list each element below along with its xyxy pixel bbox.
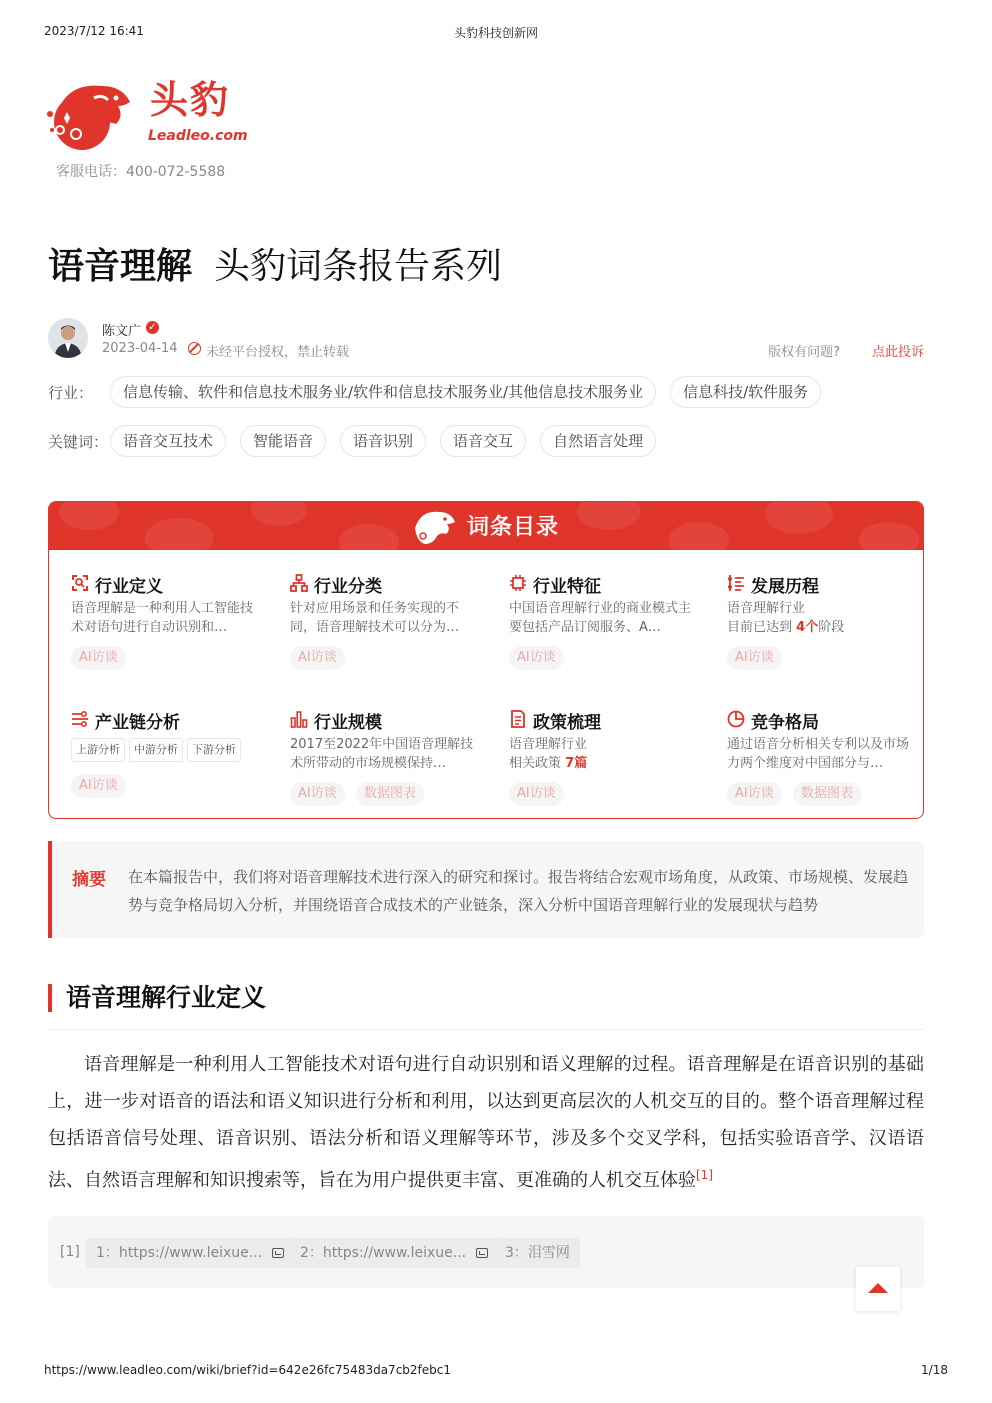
- author-name[interactable]: 陈文广: [102, 324, 142, 339]
- page-number: 1/18: [921, 1363, 948, 1377]
- timeline-icon: [727, 574, 745, 592]
- industry-tag[interactable]: 信息科技/软件服务: [670, 376, 821, 408]
- forbidden-icon: [188, 342, 201, 355]
- reference-index: [1]: [60, 1244, 80, 1260]
- copyright-question: 版权有问题?: [768, 345, 840, 360]
- toc-item-chain[interactable]: [71, 708, 271, 808]
- toc-item-desc: 通过语音分析相关专利以及市场力两个维度对中国部分与…: [727, 737, 910, 771]
- data-chart-button[interactable]: 数据图表: [793, 782, 861, 806]
- toc-item-title: 竞争格局: [751, 713, 819, 733]
- toc-panel: [48, 501, 924, 819]
- ai-interview-button[interactable]: AI访谈: [71, 646, 126, 670]
- toc-item-competition[interactable]: [727, 708, 924, 808]
- section-paragraph: [48, 1046, 924, 1199]
- industry-label: 行业：: [48, 383, 94, 402]
- paragraph-text: 语音理解是一种利用人工智能技术对语句进行自动识别和语义理解的过程。语音理解是在语音识别的基础上，进一步对语音的语法和语义知识进行分析和利用，以达到更高层次的人机交互的目的。整个语音理解过程包括语音信号处理、语音识别、语法分析和语义理解等环节，涉及多个交叉学科，包括实验语音学、汉语语法、自然语言理解和知识搜索等，旨在为用户提供更丰富、更准确的人机交互体验: [48, 1054, 924, 1191]
- ai-interview-button[interactable]: AI访谈: [509, 646, 564, 670]
- toc-header: [49, 502, 923, 550]
- page-title: [48, 242, 502, 292]
- keyword-label: 关键词：: [48, 432, 109, 451]
- toc-item-title: 行业规模: [314, 713, 382, 733]
- abstract-text: 在本篇报告中，我们将对语音理解技术进行深入的研究和探讨。报告将结合宏观市场角度，从政策、市场规模、发展趋势与竞争格局切入分析，并围绕语音合成技术的产业链条，深入分析中国语音理解行业的发展现状与趋势: [128, 868, 909, 914]
- page-url: https://www.leadleo.com/wiki/brief?id=642e26fc75483da7cb2febc1: [44, 1363, 451, 1377]
- keyword-tag[interactable]: 语音交互: [440, 425, 526, 457]
- policy-desc-line2: [509, 754, 695, 773]
- reference-text: 1：https://www.leixue...: [96, 1245, 263, 1261]
- section-title: 语音理解行业定义: [66, 983, 267, 1012]
- toc-item-desc: 语音理解是一种利用人工智能技术对语句进行自动识别和…: [71, 601, 254, 635]
- chain-icon: [71, 710, 89, 728]
- toc-item-title: 产业链分析: [95, 713, 180, 733]
- history-stage-count: 4个: [796, 620, 819, 635]
- toc-item-title: 行业分类: [314, 577, 382, 597]
- industry-tag[interactable]: 信息传输、软件和信息技术服务业/软件和信息技术服务业/其他信息技术服务业: [110, 376, 656, 408]
- reference-item[interactable]: [290, 1238, 498, 1268]
- midstream-analysis-chip[interactable]: 中游分析: [129, 738, 183, 762]
- keyword-row: [48, 425, 670, 457]
- leopard-logo-icon: [46, 72, 136, 152]
- history-desc-post: 阶段: [818, 620, 845, 635]
- author-photo-icon: [48, 318, 88, 358]
- verified-badge-icon: ✓: [146, 321, 159, 334]
- toc-item-title: 行业定义: [95, 577, 163, 597]
- external-link-icon[interactable]: [476, 1248, 488, 1258]
- downstream-analysis-chip[interactable]: 下游分析: [187, 738, 241, 762]
- avatar[interactable]: [48, 318, 88, 358]
- upstream-analysis-chip[interactable]: 上游分析: [71, 738, 125, 762]
- section-accent-bar: [48, 984, 52, 1012]
- bar-chart-icon: [290, 710, 308, 728]
- reference-text: 3：泪雪网: [505, 1245, 570, 1261]
- history-desc-line1: 语音理解行业: [727, 601, 806, 616]
- back-to-top-button[interactable]: [856, 1267, 900, 1311]
- keyword-tag[interactable]: 自然语言处理: [540, 425, 656, 457]
- toc-item-title: 行业特征: [533, 577, 601, 597]
- section-heading: [48, 982, 924, 1030]
- brand-name: 头豹: [150, 78, 231, 122]
- reference-item[interactable]: [495, 1238, 580, 1268]
- author-info: [48, 318, 924, 362]
- brand-logo[interactable]: [46, 72, 246, 152]
- brand-domain: Leadleo.com: [148, 128, 248, 144]
- toc-leopard-icon: [411, 506, 457, 546]
- ai-interview-button[interactable]: AI访谈: [509, 782, 564, 806]
- publish-date: 2023-04-14: [102, 341, 178, 356]
- industry-row: [48, 376, 835, 408]
- ai-interview-button[interactable]: AI访谈: [290, 646, 345, 670]
- keyword-tag[interactable]: 语音交互技术: [110, 425, 226, 457]
- document-icon: [509, 710, 527, 728]
- toc-item-desc: 针对应用场景和任务实现的不同，语音理解技术可以分为…: [290, 601, 460, 635]
- toc-item-features[interactable]: [509, 572, 709, 672]
- keyword-tag[interactable]: 语音识别: [340, 425, 426, 457]
- toc-item-desc: 2017至2022年中国语音理解技术所带动的市场规模保持…: [290, 737, 474, 771]
- print-header: [44, 24, 948, 40]
- references-box: [48, 1216, 924, 1288]
- print-footer: [44, 1363, 948, 1379]
- definition-icon: [71, 574, 89, 592]
- policy-count: 7篇: [565, 756, 588, 771]
- pie-chart-icon: [727, 710, 745, 728]
- toc-item-definition[interactable]: [71, 572, 271, 672]
- toc-item-desc: 中国语音理解行业的商业模式主要包括产品订阅服务、A…: [509, 601, 692, 635]
- citation-link[interactable]: [1]: [696, 1168, 713, 1182]
- ai-interview-button[interactable]: AI访谈: [71, 774, 126, 798]
- toc-item-desc: [509, 735, 695, 773]
- reference-text: 2：https://www.leixue...: [300, 1245, 467, 1261]
- abstract-box: [48, 841, 924, 938]
- complain-link[interactable]: 点此投诉: [871, 345, 924, 360]
- history-desc-pre: 目前已达到: [727, 620, 793, 635]
- toc-item-title: 发展历程: [751, 577, 819, 597]
- print-site-title: 头豹科技创新网: [453, 26, 538, 40]
- history-desc-line2: [727, 618, 913, 637]
- ai-interview-button[interactable]: AI访谈: [290, 782, 345, 806]
- title-sub: 头豹词条报告系列: [214, 246, 503, 287]
- title-main: 语音理解: [48, 246, 193, 287]
- repost-notice: 未经平台授权，禁止转载: [206, 345, 350, 360]
- toc-item-scale[interactable]: [290, 708, 490, 808]
- reference-item[interactable]: [86, 1238, 294, 1268]
- print-timestamp: 2023/7/12 16:41: [44, 24, 144, 38]
- chip-icon: [509, 574, 527, 592]
- ai-interview-button[interactable]: AI访谈: [727, 782, 782, 806]
- toc-item-title: 政策梳理: [533, 713, 601, 733]
- toc-item-desc: [727, 599, 913, 637]
- toc-title: 词条目录: [467, 515, 560, 540]
- policy-desc-pre: 相关政策: [509, 756, 562, 771]
- external-link-icon[interactable]: [272, 1248, 284, 1258]
- ai-interview-button[interactable]: AI访谈: [727, 646, 782, 670]
- keyword-tag[interactable]: 智能语音: [240, 425, 326, 457]
- toc-item-history[interactable]: [727, 572, 924, 672]
- hierarchy-icon: [290, 574, 308, 592]
- toc-item-policy[interactable]: [509, 708, 709, 808]
- toc-item-classification[interactable]: [290, 572, 490, 672]
- data-chart-button[interactable]: 数据图表: [356, 782, 424, 806]
- customer-hotline: 客服电话：400-072-5588: [56, 164, 226, 180]
- policy-desc-line1: 语音理解行业: [509, 737, 588, 752]
- abstract-label: 摘要: [72, 870, 106, 890]
